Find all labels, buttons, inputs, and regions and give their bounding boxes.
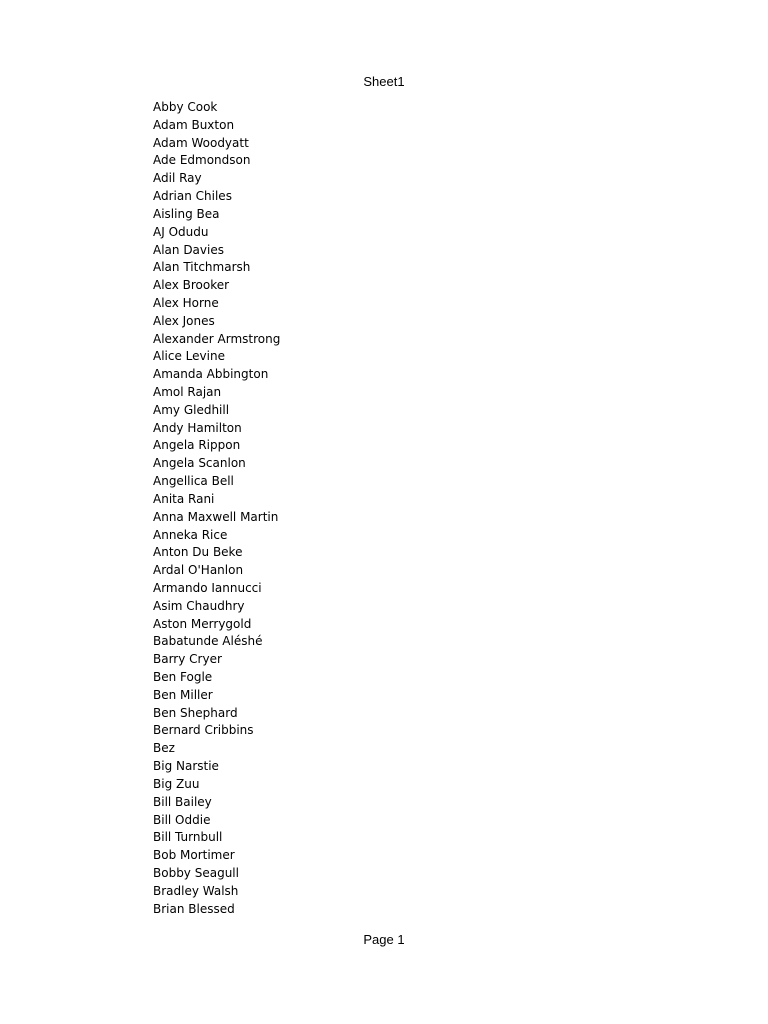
list-item: Anita Rani: [153, 491, 215, 506]
list-item: Amanda Abbington: [153, 367, 269, 382]
list-item: Alex Horne: [153, 295, 219, 310]
list-item: Bill Oddie: [153, 812, 211, 827]
list-item: Anna Maxwell Martin: [153, 509, 279, 524]
list-item: Angela Rippon: [153, 438, 241, 453]
list-item: Angellica Bell: [153, 474, 234, 489]
list-item: Andy Hamilton: [153, 420, 242, 435]
list-item: Adrian Chiles: [153, 189, 232, 204]
list-item: Alexander Armstrong: [153, 331, 281, 346]
list-item: Adam Woodyatt: [153, 135, 249, 150]
list-item: Adil Ray: [153, 171, 202, 186]
list-item: Adam Buxton: [153, 117, 235, 132]
list-item: Aisling Bea: [153, 206, 220, 221]
list-item: Alan Titchmarsh: [153, 260, 251, 275]
list-item: Brian Blessed: [153, 901, 235, 916]
name-list: [153, 99, 280, 918]
list-item: Alex Jones: [153, 313, 215, 328]
list-item: Ben Fogle: [153, 670, 213, 684]
list-item: Amol Rajan: [153, 385, 222, 399]
list-item: Ben Miller: [153, 687, 213, 702]
list-item: Aston Merrygold: [153, 616, 252, 631]
list-item: Babatunde Aléshé: [153, 634, 263, 649]
list-item: Ardal O'Hanlon: [153, 563, 244, 578]
list-item: Bez: [153, 741, 175, 756]
list-item: Ben Shephard: [153, 705, 238, 720]
list-item: Angela Scanlon: [153, 456, 246, 471]
list-item: Bradley Walsh: [153, 883, 239, 898]
list-item: Alex Brooker: [153, 278, 230, 293]
list-item: Alice Levine: [153, 349, 225, 364]
list-item: Armando Iannucci: [153, 580, 262, 595]
list-item: Bill Turnbull: [153, 830, 223, 845]
list-item: Asim Chaudhry: [153, 598, 245, 613]
list-item: Amy Gledhill: [153, 402, 230, 417]
list-item: Ade Edmondson: [153, 153, 251, 168]
list-item: Bill Bailey: [153, 794, 212, 809]
list-item: Alan Davies: [153, 242, 224, 257]
list-item: Barry Cryer: [153, 652, 222, 667]
list-item: Bernard Cribbins: [153, 723, 254, 738]
list-item: Bob Mortimer: [153, 848, 235, 863]
list-item: Abby Cook: [153, 100, 218, 114]
list-item: Bobby Seagull: [153, 865, 239, 880]
list-item: Anneka Rice: [153, 527, 228, 542]
page-footer: Page 1: [363, 932, 405, 947]
list-item: Big Narstie: [153, 759, 219, 774]
list-item: Big Zuu: [153, 776, 200, 791]
list-item: AJ Odudu: [153, 224, 209, 239]
page-header: Sheet1: [363, 74, 405, 89]
list-item: Anton Du Beke: [153, 545, 243, 560]
